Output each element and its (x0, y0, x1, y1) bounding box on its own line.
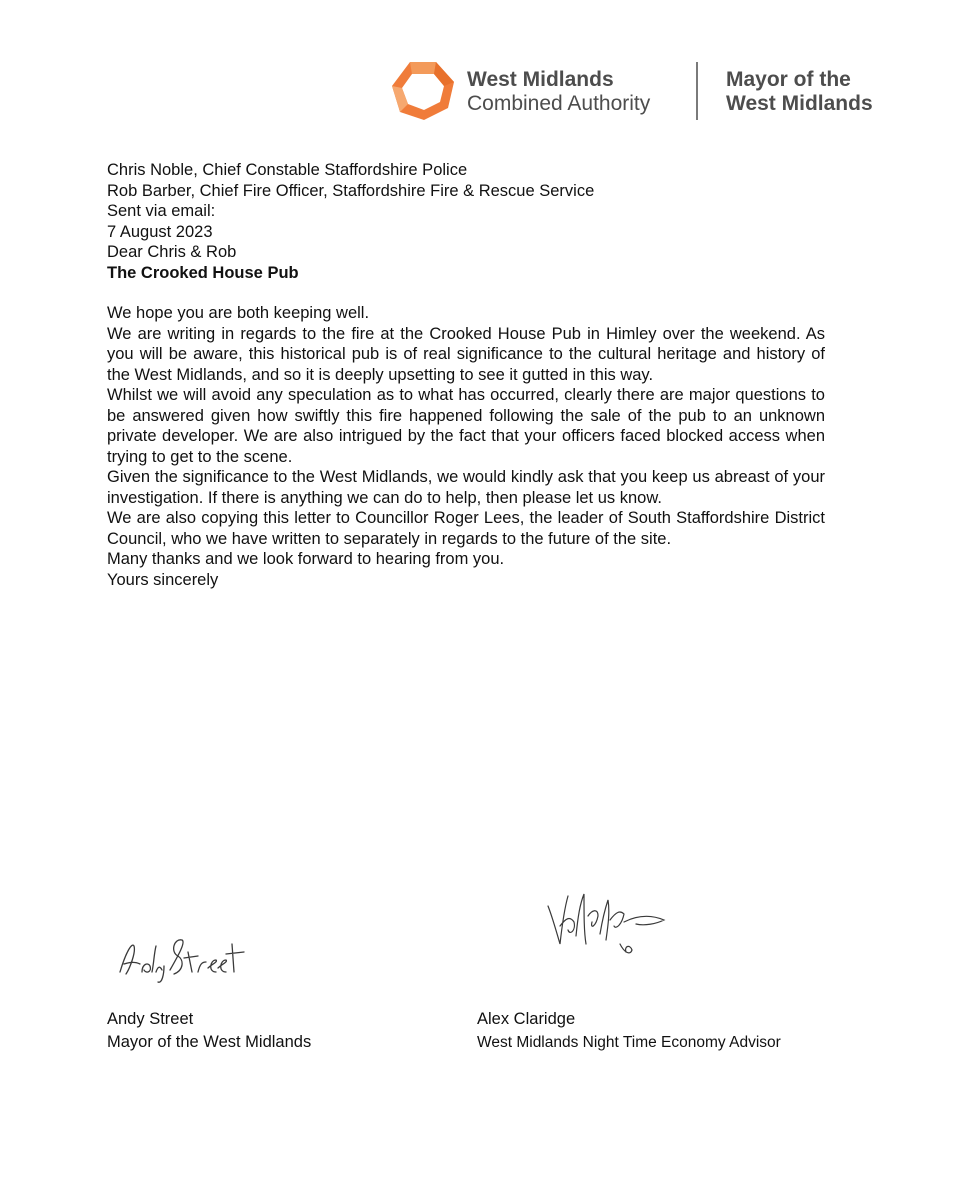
mayor-title (726, 68, 873, 116)
paragraph: Whilst we will avoid any speculation as to what has occurred, clearly there are major questions to be answered given how swiftly this fire happened following the sale of the pub to an unknown private developer. We are also intrigued by the fact that your officers faced blocked access when trying to get to the scene. (107, 386, 825, 466)
sent-via: Sent via email: (107, 202, 216, 220)
header-divider (696, 62, 698, 120)
mayor-title-line2: West Midlands (726, 92, 873, 115)
signatory-name: Andy Street (107, 1010, 194, 1028)
alex-claridge-signature (540, 886, 670, 966)
salutation: Dear Chris & Rob (107, 243, 237, 261)
paragraph: Many thanks and we look forward to hearing from you. (107, 550, 505, 568)
wmca-hexagon-logo-icon (390, 60, 456, 122)
recipient-line: Chris Noble, Chief Constable Staffordshire Police (107, 161, 468, 179)
letterhead (390, 58, 890, 126)
paragraph: We are also copying this letter to Councillor Roger Lees, the leader of South Staffordshire District Council, who we have written to separately in regards to the future of the site. (107, 509, 825, 548)
signatory-alex-claridge (477, 1008, 781, 1054)
recipients (107, 160, 825, 201)
organisation-name-line2: Combined Authority (467, 92, 651, 115)
organisation-name (467, 68, 650, 116)
signatory-name: Alex Claridge (477, 1010, 576, 1028)
letter-body (107, 160, 825, 590)
subject-line: The Crooked House Pub (107, 263, 299, 282)
paragraph: We are writing in regards to the fire at the Crooked House Pub in Himley over the weekend. As you will be aware, this historical pub is of real significance to the cultural heritage and history of the West Midlands, and so it is deeply upsetting to see it gutted in this way. (107, 324, 825, 384)
andy-street-signature (112, 932, 252, 984)
signatory-role: Mayor of the West Midlands (107, 1033, 312, 1051)
signatory-andy-street (107, 1008, 311, 1054)
closing: Yours sincerely (107, 570, 219, 589)
letter-date: 7 August 2023 (107, 222, 213, 241)
signatory-role: West Midlands Night Time Economy Advisor (477, 1034, 781, 1051)
paragraph: Given the significance to the West Midlands, we would kindly ask that you keep us abreast of your investigation. If there is anything we can do to help, then please let us know. (107, 468, 825, 507)
mayor-title-line1: Mayor of the (726, 68, 851, 91)
organisation-name-line1: West Midlands (467, 68, 614, 91)
recipient-line: Rob Barber, Chief Fire Officer, Staffordshire Fire & Rescue Service (107, 181, 595, 200)
paragraph: We hope you are both keeping well. (107, 304, 370, 322)
